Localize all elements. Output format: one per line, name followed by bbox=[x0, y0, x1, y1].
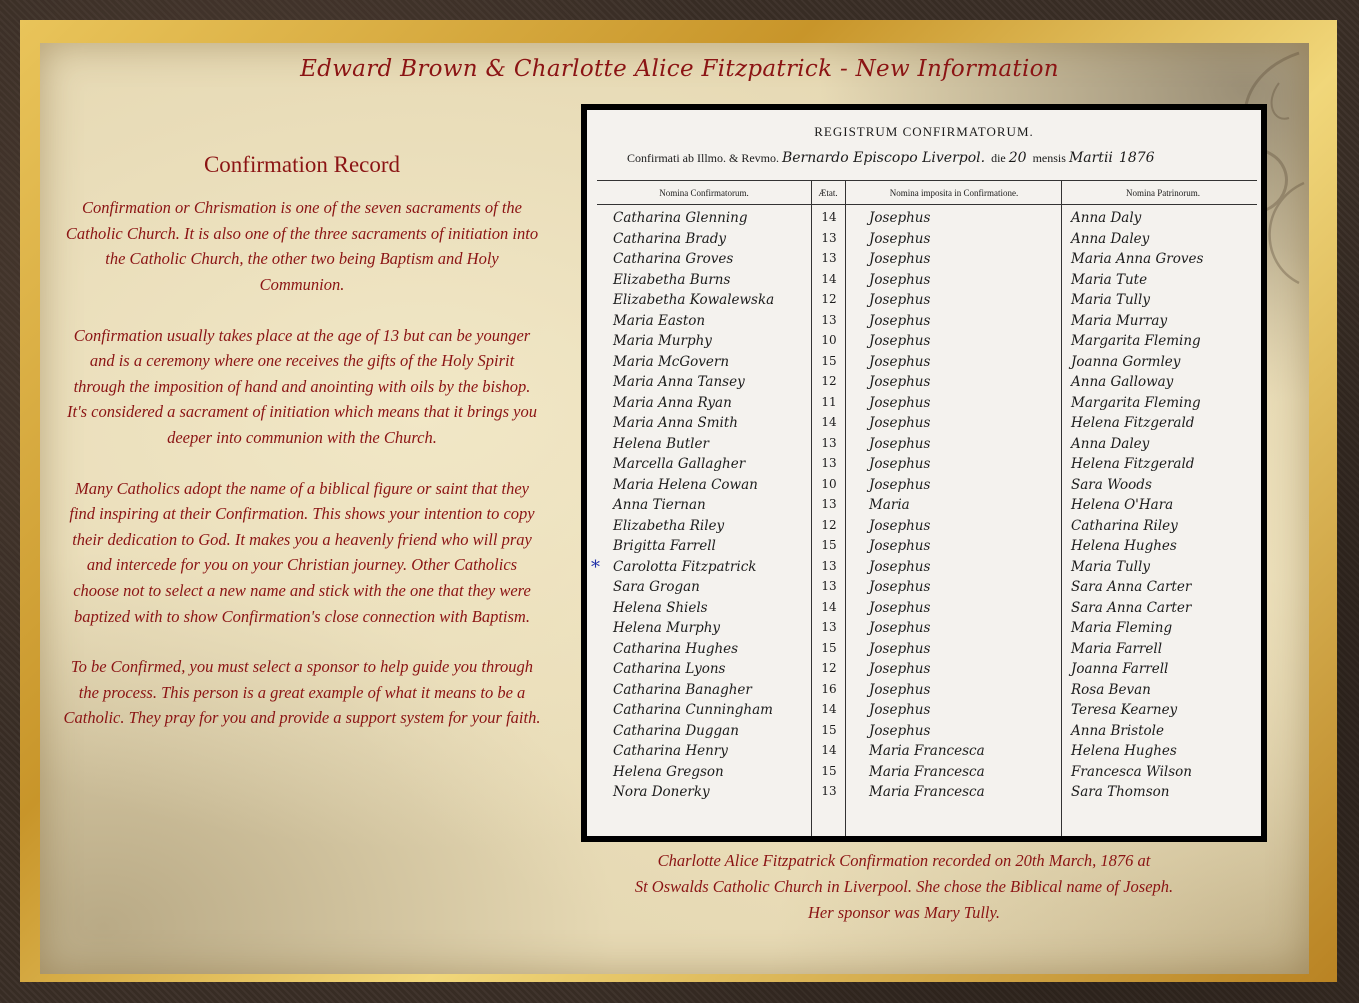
row-sponsor: Maria Tully bbox=[1071, 558, 1150, 575]
row-sponsor: Maria Farrell bbox=[1071, 640, 1163, 657]
caption-line-3: Her sponsor was Mary Tully. bbox=[807, 903, 1001, 922]
row-sponsor: Sara Anna Carter bbox=[1071, 579, 1192, 595]
row-name: Anna Tiernan bbox=[613, 497, 706, 513]
row-age: 13 bbox=[821, 558, 837, 573]
row-name: Elizabetha Riley bbox=[613, 517, 725, 534]
subtitle-print: Confirmati ab Illmo. & Revmo. bbox=[627, 151, 779, 165]
table-row bbox=[587, 518, 1261, 539]
row-sponsor: Maria Anna Groves bbox=[1071, 251, 1204, 267]
row-sponsor: Helena Fitzgerald bbox=[1071, 415, 1195, 431]
row-conf-name: Josephus bbox=[869, 435, 931, 452]
table-row bbox=[587, 251, 1261, 272]
caption-line-1: Charlotte Alice Fitzpatrick Confirmation recorded on 20th March, 1876 at bbox=[657, 851, 1151, 870]
table-row bbox=[587, 272, 1261, 293]
row-sponsor: Joanna Farrell bbox=[1071, 661, 1169, 677]
row-conf-name: Josephus bbox=[869, 333, 931, 349]
row-sponsor: Margarita Fleming bbox=[1071, 333, 1201, 349]
row-name: Catharina Duggan bbox=[613, 722, 739, 739]
row-age: 13 bbox=[821, 456, 837, 470]
row-conf-name: Josephus bbox=[869, 312, 931, 329]
die-label: die bbox=[991, 151, 1006, 165]
row-name: Catharina Banagher bbox=[613, 681, 752, 698]
row-conf-name: Josephus bbox=[869, 230, 931, 247]
table-row bbox=[587, 374, 1261, 395]
row-age: 16 bbox=[821, 681, 837, 696]
row-sponsor: Maria Fleming bbox=[1071, 620, 1173, 636]
table-row bbox=[587, 210, 1261, 231]
row-conf-name: Josephus bbox=[869, 702, 931, 718]
row-conf-name: Josephus bbox=[869, 640, 931, 657]
col-head-sponsor: Nomina Patrinorum. bbox=[1126, 188, 1200, 198]
row-age: 12 bbox=[821, 292, 837, 306]
row-name: Catharina Groves bbox=[613, 251, 734, 267]
row-conf-name: Josephus bbox=[869, 353, 931, 370]
table-row bbox=[587, 456, 1261, 477]
row-age: 12 bbox=[821, 517, 837, 532]
table-row bbox=[587, 743, 1261, 764]
row-age: 13 bbox=[821, 230, 837, 245]
row-sponsor: Sara Anna Carter bbox=[1071, 599, 1192, 616]
row-name: Sara Grogan bbox=[613, 579, 700, 595]
table-row bbox=[587, 682, 1261, 703]
col-head-names: Nomina Confirmatorum. bbox=[659, 188, 749, 198]
row-sponsor: Helena Fitzgerald bbox=[1071, 456, 1195, 472]
row-age: 13 bbox=[821, 312, 837, 327]
row-sponsor: Anna Daley bbox=[1071, 230, 1150, 247]
table-row bbox=[587, 784, 1261, 805]
row-sponsor: Anna Daly bbox=[1071, 210, 1142, 226]
table-row bbox=[587, 538, 1261, 559]
row-conf-name: Josephus bbox=[869, 456, 931, 472]
row-name: Nora Donerky bbox=[613, 784, 710, 800]
row-sponsor: Anna Bristole bbox=[1071, 722, 1164, 739]
row-age: 12 bbox=[821, 661, 837, 675]
row-sponsor: Teresa Kearney bbox=[1071, 702, 1178, 718]
table-row bbox=[587, 313, 1261, 334]
register-title: REGISTRUM CONFIRMATORUM. bbox=[814, 124, 1034, 139]
row-conf-name: Maria Francesca bbox=[869, 763, 985, 780]
row-conf-name: Josephus bbox=[869, 661, 931, 677]
row-age: 13 bbox=[821, 784, 837, 798]
row-age: 14 bbox=[821, 210, 837, 224]
row-sponsor: Helena Hughes bbox=[1071, 538, 1177, 554]
row-conf-name: Maria Francesca bbox=[869, 743, 985, 759]
table-row bbox=[587, 620, 1261, 641]
row-age: 14 bbox=[821, 702, 837, 716]
row-conf-name: Josephus bbox=[869, 599, 931, 616]
page-title: Edward Brown & Charlotte Alice Fitzpatrick - New Information bbox=[300, 56, 1059, 82]
table-row bbox=[587, 556, 1261, 580]
table-row bbox=[587, 354, 1261, 375]
table-row bbox=[587, 579, 1261, 600]
row-name: Catharina Brady bbox=[613, 230, 727, 247]
row-age: 14 bbox=[821, 271, 837, 286]
row-name: Elizabetha Burns bbox=[613, 271, 731, 288]
row-age: 15 bbox=[821, 538, 837, 552]
row-conf-name: Josephus bbox=[869, 374, 931, 390]
row-age: 13 bbox=[821, 579, 837, 593]
row-age: 14 bbox=[821, 415, 837, 429]
row-age: 15 bbox=[821, 640, 837, 655]
table-row bbox=[587, 292, 1261, 313]
row-name: Carolotta Fitzpatrick bbox=[613, 558, 757, 575]
row-name: Brigitta Farrell bbox=[613, 538, 716, 554]
record-caption bbox=[581, 848, 1227, 926]
row-conf-name: Josephus bbox=[869, 415, 931, 431]
row-age: 15 bbox=[821, 763, 837, 778]
caption-line-2: St Oswalds Catholic Church in Liverpool. She chose the Biblical name of Joseph. bbox=[634, 877, 1174, 896]
row-age: 10 bbox=[821, 333, 837, 347]
row-sponsor: Maria Tute bbox=[1071, 271, 1148, 288]
row-name: Catharina Cunningham bbox=[613, 702, 773, 718]
row-conf-name: Josephus bbox=[869, 558, 931, 575]
row-conf-name: Josephus bbox=[869, 210, 931, 226]
row-conf-name: Josephus bbox=[869, 251, 931, 267]
row-sponsor: Catharina Riley bbox=[1071, 517, 1178, 534]
header-rule-top bbox=[597, 180, 1257, 181]
row-sponsor: Helena O'Hara bbox=[1071, 497, 1174, 513]
section-title: Confirmation Record bbox=[203, 152, 401, 177]
col-head-conf-name: Nomina imposita in Confirmatione. bbox=[889, 188, 1019, 198]
row-name: Catharina Glenning bbox=[613, 210, 748, 226]
table-row bbox=[587, 497, 1261, 518]
row-sponsor: Rosa Bevan bbox=[1071, 681, 1151, 698]
row-sponsor: Joanna Gormley bbox=[1071, 353, 1181, 370]
table-row bbox=[587, 333, 1261, 354]
row-age: 13 bbox=[821, 251, 837, 265]
row-conf-name: Josephus bbox=[869, 271, 931, 288]
col-head-age: Ætat. bbox=[818, 188, 838, 198]
table-row bbox=[587, 641, 1261, 662]
row-name: Maria Helena Cowan bbox=[613, 476, 758, 493]
row-name: Catharina Hughes bbox=[613, 640, 739, 657]
row-age: 11 bbox=[821, 394, 837, 409]
row-age: 14 bbox=[821, 599, 837, 614]
row-name: Catharina Henry bbox=[613, 743, 728, 759]
row-age: 12 bbox=[821, 374, 837, 388]
row-sponsor: Anna Daley bbox=[1071, 435, 1150, 452]
row-conf-name: Josephus bbox=[869, 394, 931, 411]
row-name: Elizabetha Kowalewska bbox=[613, 292, 775, 308]
table-row bbox=[587, 395, 1261, 416]
table-row bbox=[587, 477, 1261, 498]
paragraph-2: Confirmation usually takes place at the age of 13 but can be younger and is a ceremony where one receives the gifts of the Holy Spirit through the imposition of hand and anointing with oils by the bishop. It's considered a sacrament of initiation which means that it brings you deeper into communion with the Church. bbox=[67, 325, 537, 448]
row-conf-name: Josephus bbox=[869, 620, 931, 636]
table-row bbox=[587, 661, 1261, 682]
row-name: Helena Butler bbox=[613, 435, 709, 452]
table-row bbox=[587, 415, 1261, 436]
row-conf-name: Josephus bbox=[869, 538, 931, 554]
table-row bbox=[587, 231, 1261, 252]
row-name: Maria Anna Ryan bbox=[613, 394, 732, 411]
row-name: Maria Anna Smith bbox=[613, 415, 738, 431]
row-conf-name: Maria Francesca bbox=[869, 784, 985, 800]
row-sponsor: Francesca Wilson bbox=[1071, 763, 1192, 780]
row-name: Helena Murphy bbox=[613, 620, 721, 636]
die-value: 20 bbox=[1008, 150, 1027, 166]
mensis-value: Martii bbox=[1068, 150, 1113, 166]
row-conf-name: Josephus bbox=[869, 476, 931, 493]
row-name: Catharina Lyons bbox=[613, 661, 726, 677]
header-rule-bottom bbox=[597, 204, 1257, 205]
row-conf-name: Josephus bbox=[869, 722, 931, 739]
row-sponsor: Anna Galloway bbox=[1071, 374, 1174, 390]
mensis-label: mensis bbox=[1032, 151, 1066, 165]
row-conf-name: Josephus bbox=[869, 292, 931, 308]
row-name: Maria Murphy bbox=[613, 333, 712, 349]
row-name: Maria Anna Tansey bbox=[613, 374, 745, 390]
row-conf-name: Josephus bbox=[869, 579, 931, 595]
subtitle-hand: Bernardo Episcopo Liverpol. bbox=[781, 150, 986, 166]
row-sponsor: Maria Murray bbox=[1071, 312, 1168, 329]
row-sponsor: Margarita Fleming bbox=[1071, 394, 1201, 411]
paragraph-1: Confirmation or Chrismation is one of the seven sacraments of the Catholic Church. It is also one of the three sacraments of initiation into the Catholic Church, the other two being Baptism and Holy Communion. bbox=[65, 198, 539, 295]
confirmation-register bbox=[587, 110, 1261, 836]
row-name: Helena Shiels bbox=[613, 599, 708, 616]
table-row bbox=[587, 436, 1261, 457]
asterisk-marker-icon: * bbox=[591, 556, 600, 578]
register-subtitle bbox=[627, 150, 1241, 166]
paragraph-3: Many Catholics adopt the name of a biblical figure or saint that they find inspiring at their Confirmation. This shows your intention to copy their dedication to God. It makes you a heavenly friend who will pray and intercede for you on your Christian journey. Other Catholics choose not to select a new name and stick with the one that they were baptized with to show Confirmation's close connection with Baptism. bbox=[69, 478, 535, 626]
row-name: Helena Gregson bbox=[613, 763, 724, 780]
paragraph-4: To be Confirmed, you must select a sponsor to help guide you through the process. This person is a great example of what it means to be a Catholic. They pray for you and provide a support system for your faith. bbox=[63, 657, 541, 728]
row-sponsor: Sara Thomson bbox=[1071, 784, 1170, 800]
register-image-frame bbox=[581, 104, 1267, 842]
row-sponsor: Helena Hughes bbox=[1071, 743, 1177, 759]
register-year: 1876 bbox=[1118, 150, 1155, 166]
row-age: 15 bbox=[821, 353, 837, 368]
row-age: 13 bbox=[821, 497, 837, 511]
row-age: 14 bbox=[821, 743, 837, 757]
row-sponsor: Maria Tully bbox=[1071, 292, 1150, 308]
row-age: 13 bbox=[821, 620, 837, 634]
table-row bbox=[587, 702, 1261, 723]
row-age: 10 bbox=[821, 476, 837, 491]
row-age: 15 bbox=[821, 722, 837, 737]
row-sponsor: Sara Woods bbox=[1071, 476, 1152, 493]
row-name: Maria McGovern bbox=[613, 353, 730, 370]
confirmation-text-column bbox=[62, 152, 542, 756]
row-name: Marcella Gallagher bbox=[613, 456, 746, 472]
row-conf-name: Maria bbox=[869, 497, 910, 513]
table-row bbox=[587, 764, 1261, 785]
table-row bbox=[587, 600, 1261, 621]
table-row bbox=[587, 723, 1261, 744]
row-conf-name: Josephus bbox=[869, 681, 931, 698]
row-age: 13 bbox=[821, 435, 837, 450]
row-name: Maria Easton bbox=[613, 312, 706, 329]
row-conf-name: Josephus bbox=[869, 517, 931, 534]
